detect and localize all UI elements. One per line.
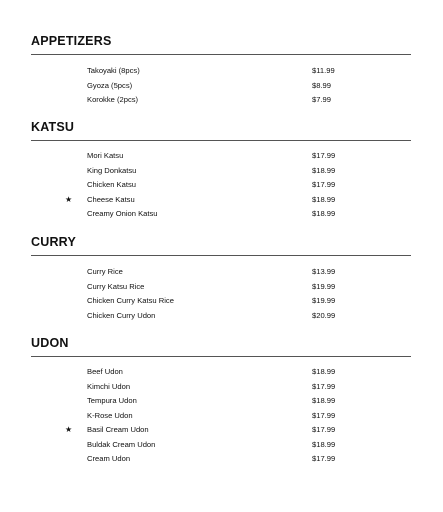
star-icon: ★ [65,194,73,204]
star-icon: ★ [65,425,73,434]
item-name: Cheese Katsu [87,194,135,204]
item-name: Chicken Katsu [87,180,136,189]
item-price: $17.99 [312,410,336,420]
section-title: UDON [31,336,69,350]
section-divider [31,255,411,256]
menu-item-featured [0,423,443,437]
item-price: $18.99 [312,439,336,449]
menu-item [0,164,443,178]
item-price: $18.99 [312,209,336,218]
menu-item [0,280,443,294]
item-name: Mori Katsu [87,151,124,160]
item-name: Curry Katsu Rice [87,281,145,291]
item-name: Basil Cream Udon [87,425,149,434]
item-price: $11.99 [312,66,335,75]
menu-item-featured [0,193,443,207]
item-price: $19.99 [312,281,336,291]
menu-item [0,365,443,379]
menu-item [0,452,443,466]
section-divider [31,356,411,357]
item-price: $18.99 [312,165,336,175]
item-price: $17.99 [312,454,336,463]
item-price: $17.99 [312,381,336,391]
menu-item [0,265,443,279]
item-name: Beef Udon [87,367,123,376]
menu-item [0,438,443,452]
item-name: Takoyaki (8pcs) [87,66,140,75]
section-title: KATSU [31,120,75,134]
item-name: Curry Rice [87,267,123,276]
item-name: Tempura Udon [87,396,137,405]
item-price: $17.99 [312,180,336,189]
menu-item [0,380,443,394]
item-price: $18.99 [312,194,336,204]
item-name: Gyoza (5pcs) [87,80,133,90]
section-title: CURRY [31,235,76,249]
section-title: APPETIZERS [31,34,112,48]
item-name: Buldak Cream Udon [87,439,156,449]
menu-item [0,294,443,308]
item-name: King Donkatsu [87,165,137,175]
item-name: Chicken Curry Udon [87,310,156,320]
menu-item [0,64,443,78]
item-name: Korokke (2pcs) [87,95,139,104]
item-price: $18.99 [312,367,336,376]
item-price: $20.99 [312,310,336,320]
item-price: $7.99 [312,95,332,104]
menu-item [0,79,443,93]
menu-item [0,178,443,192]
item-name: K-Rose Udon [87,410,133,420]
menu-item [0,207,443,221]
section-divider [31,54,411,55]
menu-item [0,149,443,163]
item-price: $18.99 [312,396,336,405]
menu-item [0,409,443,423]
item-price: $19.99 [312,296,336,305]
menu-item [0,394,443,408]
menu-item [0,93,443,107]
item-price: $17.99 [312,425,336,434]
item-name: Chicken Curry Katsu Rice [87,296,174,305]
item-name: Cream Udon [87,454,131,463]
item-name: Kimchi Udon [87,381,131,391]
section-divider [31,140,411,141]
item-name: Creamy Onion Katsu [87,209,158,218]
item-price: $13.99 [312,267,336,276]
menu-item [0,309,443,323]
item-price: $8.99 [312,80,332,90]
item-price: $17.99 [312,151,336,160]
